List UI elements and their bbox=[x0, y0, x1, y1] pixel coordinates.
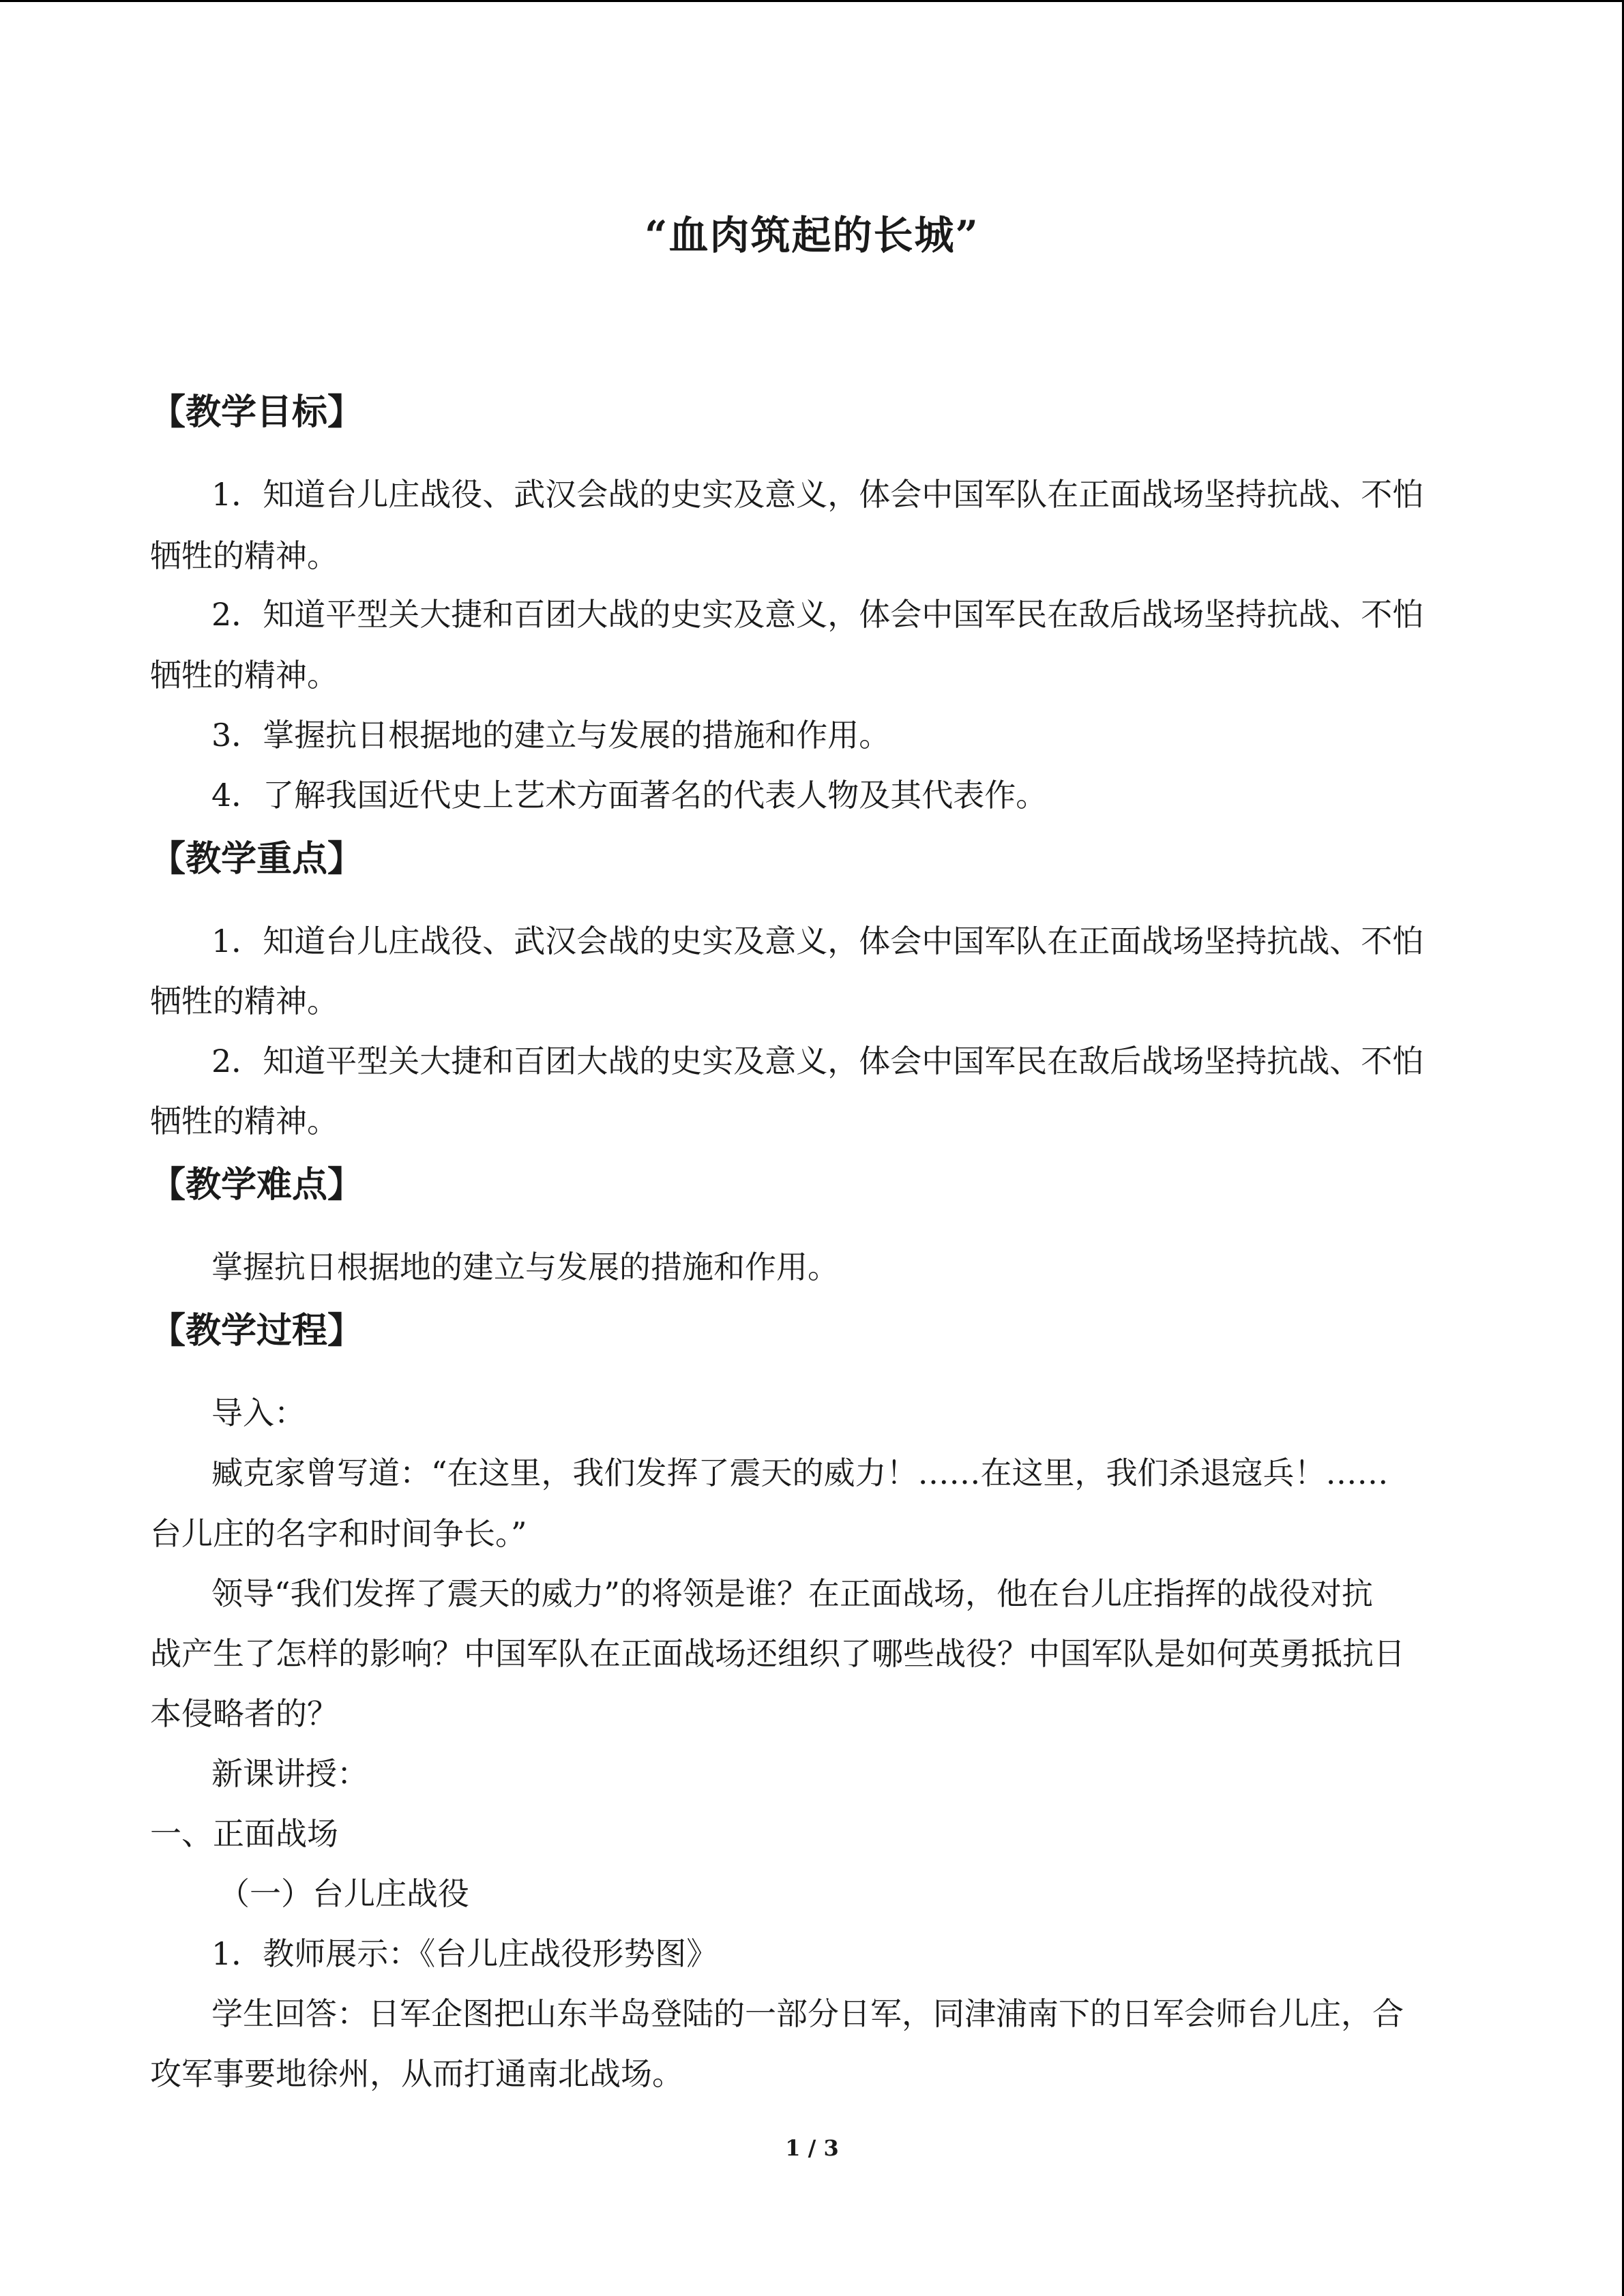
key-point-line: 1．知道台儿庄战役、武汉会战的史实及意义，体会中国军队在正面战场坚持抗战、不怕 bbox=[211, 923, 1424, 959]
objective-line: 牺牲的精神。 bbox=[150, 537, 338, 574]
section-heading-key-points: 【教学重点】 bbox=[150, 838, 364, 880]
section-heading-difficulties: 【教学难点】 bbox=[150, 1164, 364, 1206]
key-point-line: 牺牲的精神。 bbox=[150, 983, 338, 1019]
process-subheading-line: 一、正面战场 bbox=[150, 1815, 338, 1852]
process-line: 本侵略者的？ bbox=[150, 1695, 338, 1732]
section-heading-process: 【教学过程】 bbox=[150, 1310, 364, 1352]
objective-line: 1．知道台儿庄战役、武汉会战的史实及意义，体会中国军队在正面战场坚持抗战、不怕 bbox=[211, 476, 1424, 513]
key-point-line: 2．知道平型关大捷和百团大战的史实及意义，体会中国军民在敌后战场坚持抗战、不怕 bbox=[211, 1043, 1424, 1079]
key-point-line: 牺牲的精神。 bbox=[150, 1103, 338, 1139]
objective-line: 4．了解我国近代史上艺术方面著名的代表人物及其代表作。 bbox=[211, 777, 1048, 814]
process-line: 1．教师展示：《台儿庄战役形势图》 bbox=[211, 1935, 718, 1972]
process-subheading-line: （一）台儿庄战役 bbox=[218, 1875, 469, 1912]
objective-line: 3．掌握抗日根据地的建立与发展的措施和作用。 bbox=[211, 717, 891, 754]
process-line: 臧克家曾写道：“在这里，我们发挥了震天的威力！……在这里，我们杀退寇兵！…… bbox=[211, 1455, 1389, 1491]
process-line: 学生回答：日军企图把山东半岛登陆的一部分日军，同津浦南下的日军会师台儿庄，合 bbox=[211, 1995, 1404, 2032]
section-heading-objectives: 【教学目标】 bbox=[150, 391, 364, 433]
process-line: 战产生了怎样的影响？中国军队在正面战场还组织了哪些战役？中国军队是如何英勇抵抗日 bbox=[150, 1635, 1405, 1672]
objective-line: 牺牲的精神。 bbox=[150, 657, 338, 694]
difficulty-line: 掌握抗日根据地的建立与发展的措施和作用。 bbox=[211, 1249, 839, 1285]
process-line: 领导“我们发挥了震天的威力”的将领是谁？在正面战场，他在台儿庄指挥的战役对抗 bbox=[211, 1575, 1374, 1612]
document-title: “血肉筑起的长城” bbox=[645, 212, 979, 258]
process-line: 导入： bbox=[211, 1395, 306, 1431]
process-line: 新课讲授： bbox=[211, 1755, 368, 1792]
objective-line: 2．知道平型关大捷和百团大战的史实及意义，体会中国军民在敌后战场坚持抗战、不怕 bbox=[211, 596, 1424, 633]
page-indicator: 1 / 3 bbox=[785, 2135, 839, 2161]
process-line: 台儿庄的名字和时间争长。” bbox=[150, 1515, 527, 1552]
process-line: 攻军事要地徐州，从而打通南北战场。 bbox=[150, 2055, 683, 2092]
